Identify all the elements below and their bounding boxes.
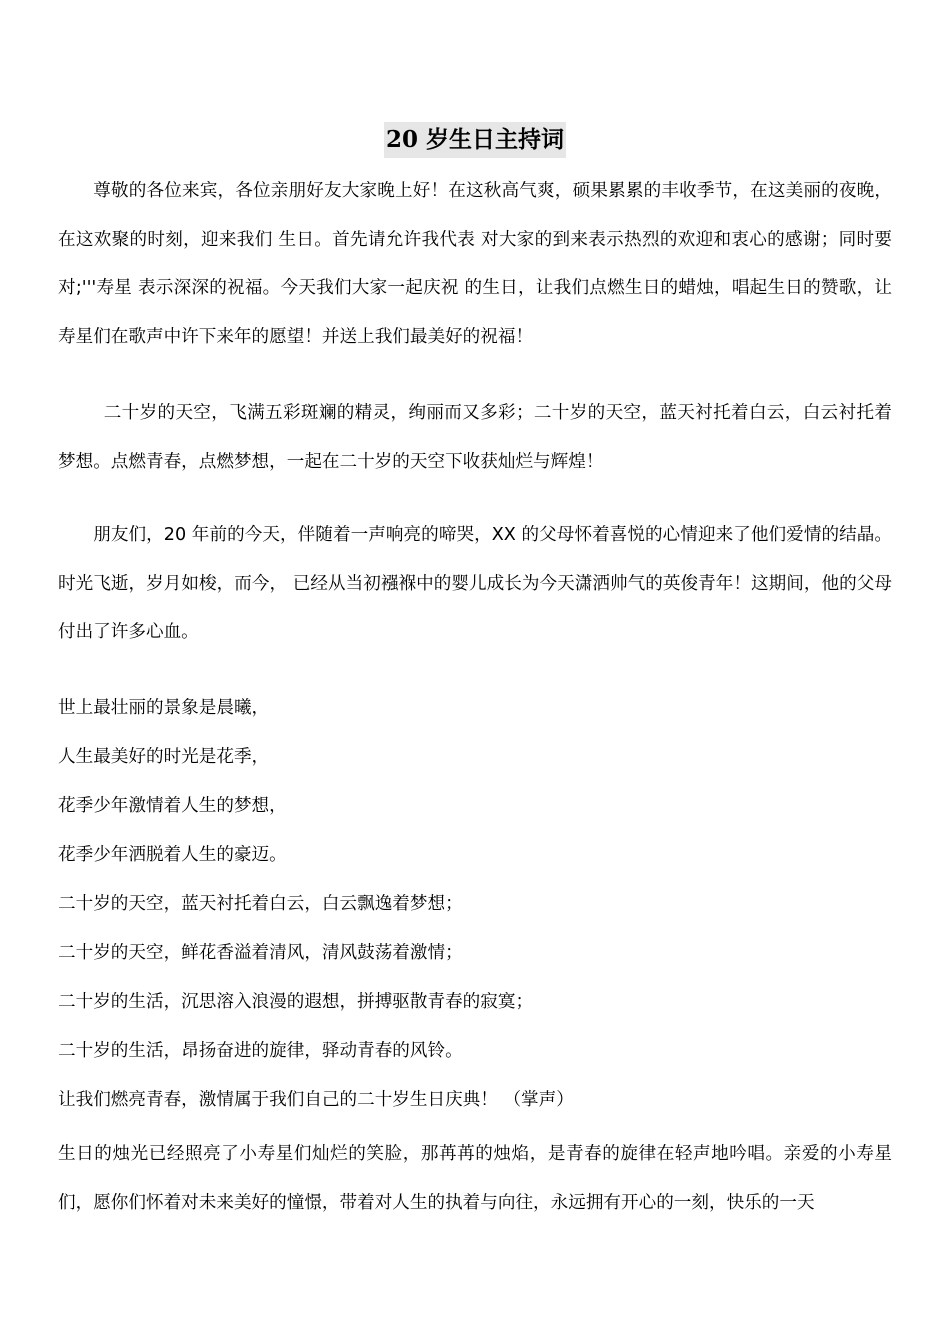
paragraph-twenty-sky: 二十岁的天空，飞满五彩斑斓的精灵，绚丽而又多彩；二十岁的天空，蓝天衬托着白云，白云衬托着梦想。点燃青春，点燃梦想，一起在二十岁的天空下收获灿烂与辉煌！ bbox=[58, 403, 892, 472]
title-container bbox=[0, 122, 950, 158]
poem-line: 让我们燃亮青春，激情属于我们自己的二十岁生日庆典！ （掌声） bbox=[58, 1090, 574, 1110]
poem-line: 二十岁的生活，昂扬奋进的旋律，驿动青春的风铃。 bbox=[58, 1041, 463, 1061]
paragraph-friends: 朋友们，20 年前的今天，伴随着一声响亮的啼哭，XX 的父母怀着喜悦的心情迎来了他们爱情的结晶。时光飞逝，岁月如梭，而今， 已经从当初襁褓中的婴儿成长为今天潇洒帅气的英俊青年！这期间，他的父母付出了许多心血。 bbox=[58, 525, 892, 642]
poem-line: 二十岁的生活，沉思溶入浪漫的遐想，拼搏驱散青春的寂寞； bbox=[58, 992, 534, 1012]
document-title: 20 岁生日主持词 bbox=[384, 122, 566, 158]
poem-line: 花季少年洒脱着人生的豪迈。 bbox=[58, 845, 287, 865]
poem-line: 世上最壮丽的景象是晨曦， bbox=[58, 698, 270, 718]
poem-line: 二十岁的天空，蓝天衬托着白云，白云飘逸着梦想； bbox=[58, 894, 463, 914]
paragraph-closing: 生日的烛光已经照亮了小寿星们灿烂的笑脸，那苒苒的烛焰，是青春的旋律在轻声地吟唱。亲爱的小寿星们，愿你们怀着对未来美好的憧憬，带着对人生的执着与向往，永远拥有开心的一刻，快乐的一天 bbox=[58, 1144, 892, 1213]
poem-line: 花季少年激情着人生的梦想， bbox=[58, 796, 287, 816]
paragraph-welcome: 尊敬的各位来宾，各位亲朋好友大家晚上好！在这秋高气爽，硕果累累的丰收季节，在这美丽的夜晚，在这欢聚的时刻，迎来我们 生日。首先请允许我代表 对大家的到来表示热烈的欢迎和衷心的感谢；同时要对;'''寿星 表示深深的祝福。今天我们大家一起庆祝 的生日，让我们点燃生日的蜡烛，唱起生日的赞歌，让寿星们在歌声中许下来年的愿望！并送上我们最美好的祝福！ bbox=[58, 181, 892, 347]
poem-line: 二十岁的天空，鲜花香溢着清风，清风鼓荡着激情； bbox=[58, 943, 463, 963]
poem-line: 人生最美好的时光是花季， bbox=[58, 747, 270, 767]
poem-block bbox=[58, 684, 892, 1125]
